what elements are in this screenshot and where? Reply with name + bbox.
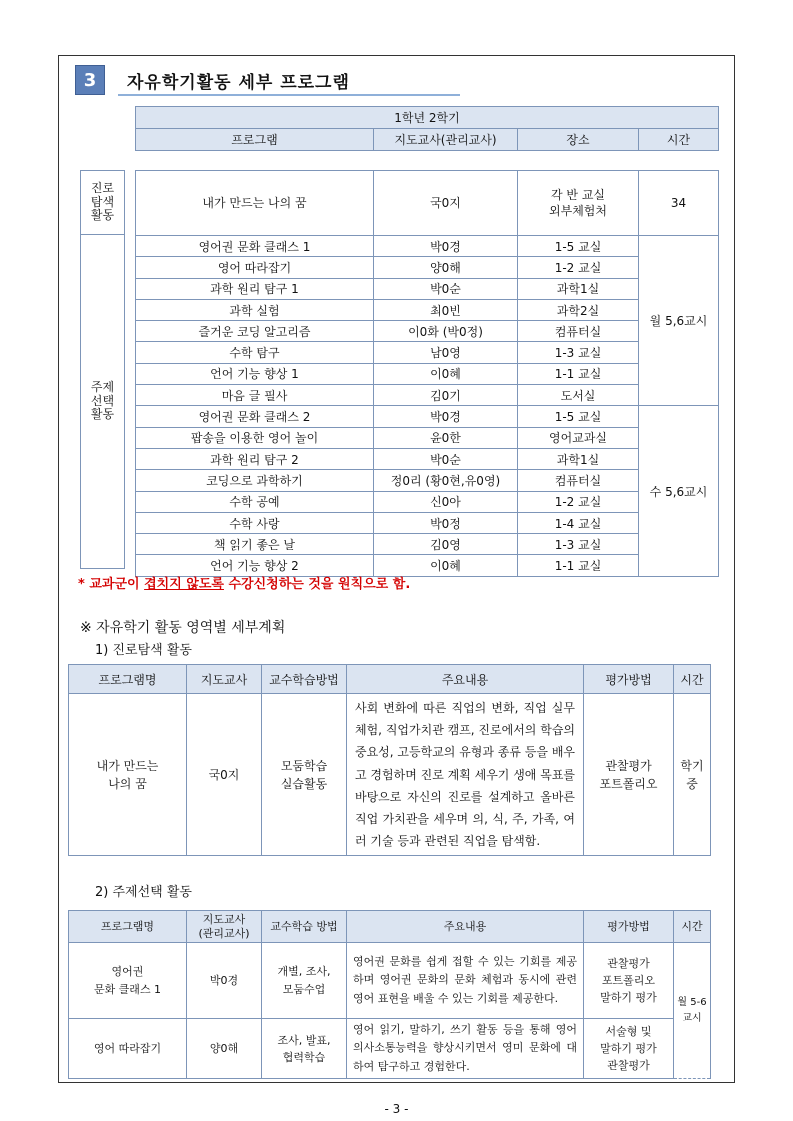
table-row [136, 427, 719, 448]
table-row [136, 491, 719, 512]
section-underline [118, 94, 460, 96]
header-place: 장소 [518, 129, 639, 151]
career-row [136, 171, 719, 236]
schedule-place: 과학1실 [518, 448, 639, 469]
schedule-place: 1-3 교실 [518, 534, 639, 555]
table-row [136, 342, 719, 363]
career-time: 34 [639, 171, 719, 236]
schedule-place: 컴퓨터실 [518, 321, 639, 342]
schedule-teacher: 이0혜 [374, 555, 518, 576]
career-plan-header: 평가방법 [584, 665, 674, 694]
schedule-teacher: 이0화 (박0정) [374, 321, 518, 342]
schedule-table [135, 170, 719, 577]
schedule-program: 즐거운 코딩 알고리즘 [136, 321, 374, 342]
topic-plan-header: 시간 [674, 911, 711, 943]
schedule-place: 도서실 [518, 385, 639, 406]
enrollment-note [78, 573, 410, 592]
schedule-teacher: 김0영 [374, 534, 518, 555]
schedule-place: 1-2 교실 [518, 491, 639, 512]
schedule-program: 마음 글 필사 [136, 385, 374, 406]
schedule-teacher: 김0기 [374, 385, 518, 406]
topic-plan-header: 교수학습 방법 [262, 911, 347, 943]
schedule-place: 1-3 교실 [518, 342, 639, 363]
section-heading [75, 64, 350, 96]
schedule-teacher: 양0해 [374, 257, 518, 278]
career-plan-header: 프로그램명 [69, 665, 187, 694]
table-row [136, 321, 719, 342]
schedule-place: 컴퓨터실 [518, 470, 639, 491]
topic-program: 영어 따라잡기 [69, 1019, 187, 1079]
schedule-program: 팝송을 이용한 영어 놀이 [136, 427, 374, 448]
note-suffix: 수강신청하는 것을 원칙으로 함. [223, 577, 411, 592]
schedule-teacher: 정0리 (황0현,유0영) [374, 470, 518, 491]
career-activity-label: 진로 탐색 활동 [80, 170, 125, 235]
note-underlined: 겹치지 않도록 [144, 577, 224, 592]
career-plan-header: 시간 [674, 665, 711, 694]
schedule-teacher: 윤0한 [374, 427, 518, 448]
table-row [136, 299, 719, 320]
schedule-teacher: 박0정 [374, 512, 518, 533]
schedule-program: 영어권 문화 클래스 2 [136, 406, 374, 427]
table-row [69, 943, 711, 1019]
topic-activity-label: 주제 선택 활동 [80, 234, 125, 569]
topic-plan-title: 2) 주제선택 활동 [95, 885, 192, 900]
schedule-place: 1-5 교실 [518, 406, 639, 427]
topic-plan-table [68, 910, 711, 1079]
career-plan-content: 사회 변화에 따른 직업의 변화, 직업 실무 체험, 직업가치관 캠프, 진로에서의 학습의 중요성, 고등학교의 유형과 종류 등을 배우고 경험하며 진로 계획 세우기 생애 목표를 바탕으로 자신의 진로를 설계하고 올바른 직업 가치관을 세우며 의, 식, 주, 가족, 여러 기술 등과 관련된 직업을 탐색함. [347, 694, 584, 856]
topic-evaluation: 관찰평가 포트폴리오 말하기 평가 [584, 943, 674, 1019]
schedule-teacher: 박0순 [374, 278, 518, 299]
career-plan-title: 1) 진로탐색 활동 [95, 643, 192, 658]
career-plan-evaluation: 관찰평가 포트폴리오 [584, 694, 674, 856]
header-time: 시간 [639, 129, 719, 151]
table-row [136, 406, 719, 427]
career-plan-program: 내가 만드는 나의 꿈 [69, 694, 187, 856]
schedule-place: 과학1실 [518, 278, 639, 299]
semester-label: 1학년 2학기 [136, 107, 719, 129]
career-plan-method: 모둠학습 실습활동 [262, 694, 347, 856]
schedule-program: 과학 원리 탐구 1 [136, 278, 374, 299]
table-row [136, 236, 719, 257]
topic-evaluation: 서술형 및 말하기 평가 관찰평가 [584, 1019, 674, 1079]
schedule-teacher: 이0혜 [374, 363, 518, 384]
topic-content: 영어 읽기, 말하기, 쓰기 활동 등을 통해 영어 의사소통능력을 향상시키면서 영미 문화에 대하여 탐구하고 경험한다. [347, 1019, 584, 1079]
schedule-teacher: 신0아 [374, 491, 518, 512]
career-place: 각 반 교실 외부체험처 [518, 171, 639, 236]
table-row [136, 385, 719, 406]
schedule-place: 1-5 교실 [518, 236, 639, 257]
schedule-time-slot: 월 5,6교시 [639, 236, 719, 406]
schedule-place: 1-1 교실 [518, 555, 639, 576]
topic-method: 조사, 발표, 협력학습 [262, 1019, 347, 1079]
schedule-teacher: 최0빈 [374, 299, 518, 320]
table-row [136, 278, 719, 299]
schedule-place: 1-1 교실 [518, 363, 639, 384]
schedule-program: 코딩으로 과학하기 [136, 470, 374, 491]
career-plan-table [68, 664, 711, 856]
schedule-program: 수학 사랑 [136, 512, 374, 533]
header-program: 프로그램 [136, 129, 374, 151]
schedule-program: 과학 실험 [136, 299, 374, 320]
schedule-header-table [135, 106, 719, 151]
schedule-program: 언어 기능 향상 2 [136, 555, 374, 576]
topic-method: 개별, 조사, 모둠수업 [262, 943, 347, 1019]
page-number: - 3 - [384, 1102, 409, 1116]
topic-plan-header: 평가방법 [584, 911, 674, 943]
career-plan-header: 주요내용 [347, 665, 584, 694]
schedule-program: 책 읽기 좋은 날 [136, 534, 374, 555]
schedule-program: 과학 원리 탐구 2 [136, 448, 374, 469]
career-plan-header: 교수학습방법 [262, 665, 347, 694]
schedule-teacher: 박0경 [374, 236, 518, 257]
topic-time: 월 5-6 교시 [674, 943, 711, 1079]
career-program: 내가 만드는 나의 꿈 [136, 171, 374, 236]
table-row [136, 512, 719, 533]
topic-plan-header: 프로그램명 [69, 911, 187, 943]
career-plan-header: 지도교사 [187, 665, 262, 694]
table-row [136, 363, 719, 384]
topic-program: 영어권 문화 클래스 1 [69, 943, 187, 1019]
career-plan-time: 학기 중 [674, 694, 711, 856]
schedule-program: 영어권 문화 클래스 1 [136, 236, 374, 257]
topic-plan-header: 주요내용 [347, 911, 584, 943]
schedule-place: 1-4 교실 [518, 512, 639, 533]
table-row [136, 257, 719, 278]
table-row [69, 1019, 711, 1079]
schedule-program: 수학 공예 [136, 491, 374, 512]
topic-teacher: 양0해 [187, 1019, 262, 1079]
career-plan-teacher: 국0지 [187, 694, 262, 856]
schedule-time-slot: 수 5,6교시 [639, 406, 719, 576]
schedule-teacher: 남0영 [374, 342, 518, 363]
schedule-program: 영어 따라잡기 [136, 257, 374, 278]
career-teacher: 국0지 [374, 171, 518, 236]
section-number-badge: 3 [75, 65, 105, 95]
table-row [136, 470, 719, 491]
schedule-program: 수학 탐구 [136, 342, 374, 363]
header-teacher: 지도교사(관리교사) [374, 129, 518, 151]
schedule-teacher: 박0순 [374, 448, 518, 469]
table-row [136, 448, 719, 469]
topic-plan-header: 지도교사 (관리교사) [187, 911, 262, 943]
topic-teacher: 박0경 [187, 943, 262, 1019]
note-prefix: * 교과군이 [78, 577, 145, 592]
schedule-place: 과학2실 [518, 299, 639, 320]
table-row [136, 534, 719, 555]
schedule-place: 1-2 교실 [518, 257, 639, 278]
schedule-place: 영어교과실 [518, 427, 639, 448]
topic-content: 영어권 문화를 쉽게 접할 수 있는 기회를 제공하며 영어권 문화의 문화 체험과 동시에 관련 영어 표현을 배울 수 있는 기회를 제공한다. [347, 943, 584, 1019]
section-title: 자유학기활동 세부 프로그램 [127, 72, 350, 93]
schedule-teacher: 박0경 [374, 406, 518, 427]
schedule-program: 언어 기능 향상 1 [136, 363, 374, 384]
plan-title: ※ 자유학기 활동 영역별 세부계획 [80, 620, 286, 636]
